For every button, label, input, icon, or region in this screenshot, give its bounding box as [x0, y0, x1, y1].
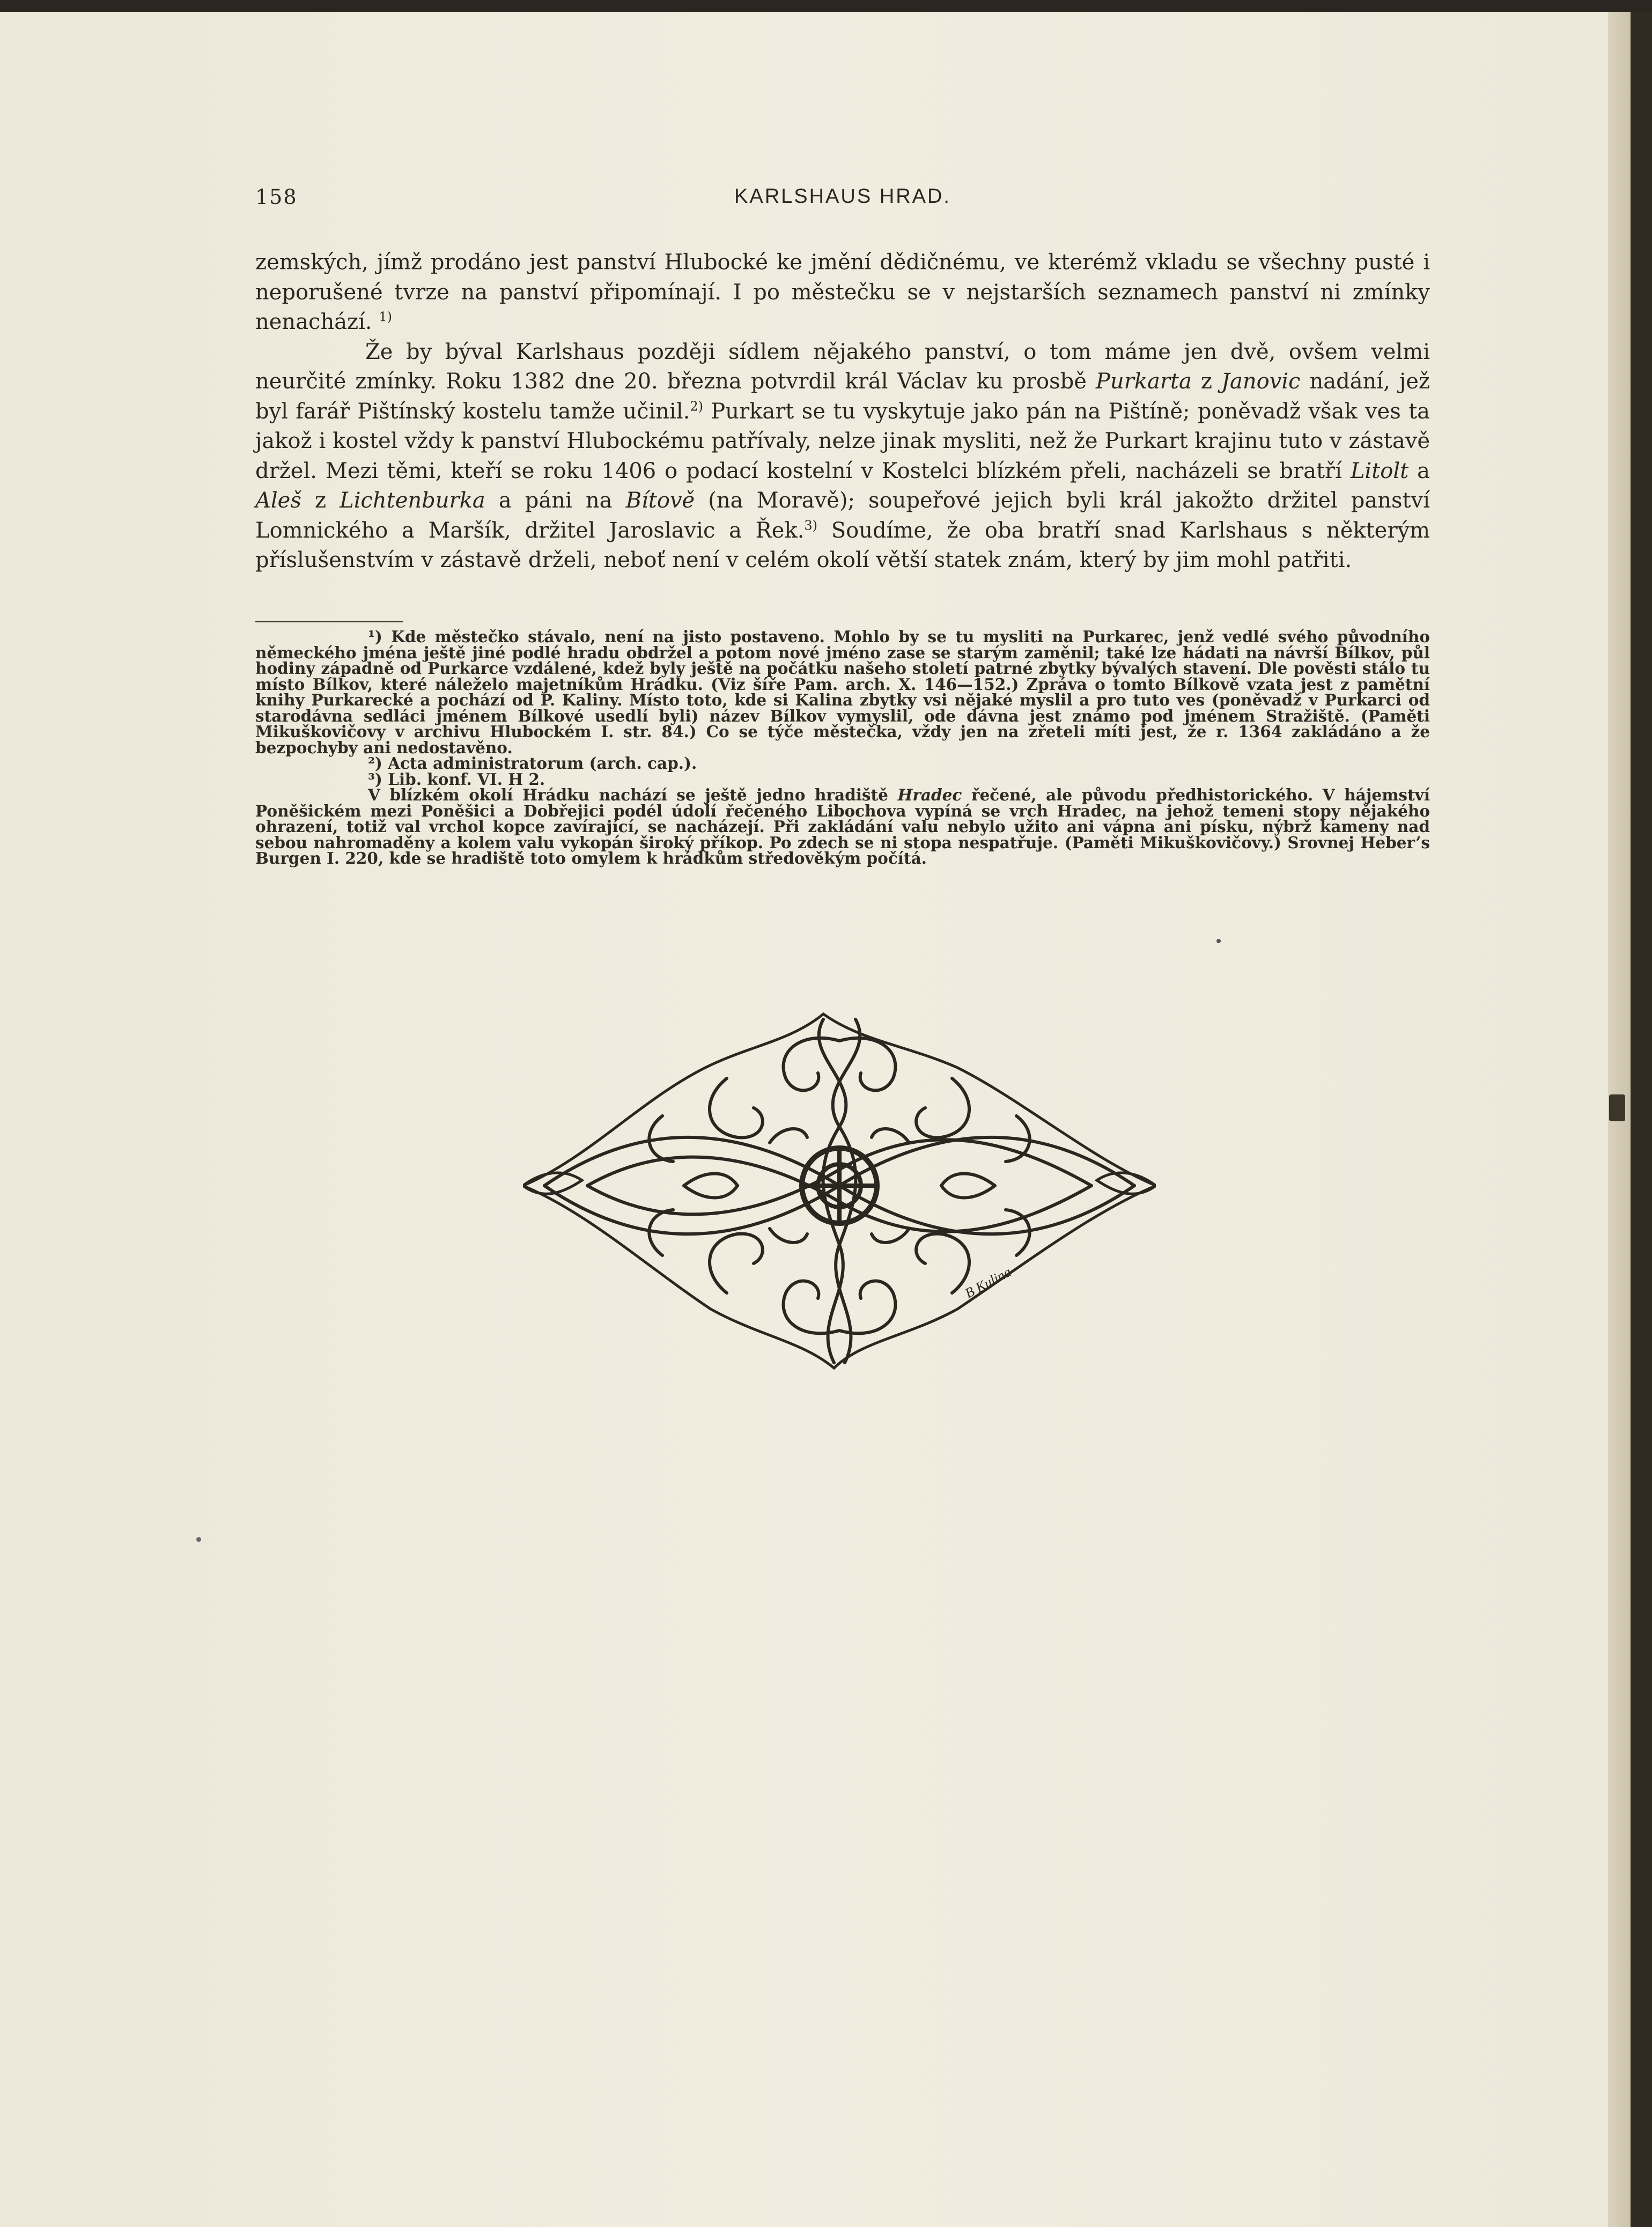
binding-shadow	[1631, 12, 1652, 2227]
name-purkarta: Purkarta	[1095, 369, 1192, 394]
body-text	[255, 248, 1430, 576]
scan-top-border	[0, 0, 1652, 12]
paragraph-text: nadání, jež byl farář Pištínský kostelu tamže učinil.	[255, 369, 1430, 424]
paragraph-2	[255, 337, 1430, 576]
footnote-ref-3: 3)	[804, 518, 818, 533]
ink-speck	[196, 1537, 201, 1542]
paragraph-text: (na Moravě); soupeřové jejich byli král jakožto držitel panství Lomnického a Maršík, držitel Jaroslavic a Řek.	[255, 488, 1430, 543]
edge-mark	[1609, 1094, 1625, 1121]
footnote-rule	[255, 621, 403, 622]
name-litolt: Litolt	[1350, 458, 1409, 483]
footnote-1: ¹) Kde městečko stávalo, není na jisto postaveno. Mohlo by se tu mysliti na Purkarec, jenž vedlé svého původního německého jména ještě jiné podlé hradu obdržel a potom nové jméno zase se starým zaměnil; také lze hádati na návrší Bílkov, půl hodiny západně od Purkarce vzdálené, kdež byly ještě na počátku našeho století patrné zbytky bývalých stavení. Dle pověsti stálo tu místo Bílkov, které náleželo majetníkům Hrádku. (Viz šíře Pam. arch. X. 146—152.) Zpráva o tomto Bílkově vzata jest z pamětní knihy Purkarecké a pochází od P. Kaliny. Místo toto, kde si Kalina zbytky vsi nějaké myslil a pro tuto ves (poněvadž v Purkarci od starodávna sedláci jménem Bílkové usedlí byli) název Bílkov vymyslil, ode dávna jest známo pod jménem Stražiště. (Paměti Mikuškovičovy v archivu Hlubockém I. str. 84.) Co se týče městečka, vždy jen na zřeteli míti jest, že r. 1364 zakládáno a že bezpochyby ani nedostavěno.	[255, 627, 1430, 757]
paragraph-text: Purkart se tu vyskytuje jako pán na Pištíně; poněvadž však ves ta jakož i kostel vždy k panství Hlubockému patřívaly, nelze jinak mysliti, než že Purkart krajinu tuto v zástavě držel. Mezi těmi, kteří se roku 1406 o podací kostelní v Kostelci blízkém přeli, nacházeli se bratří	[255, 399, 1430, 483]
running-title: KARLSHAUS HRAD.	[734, 185, 951, 208]
name-bitove: Bítově	[625, 488, 695, 513]
paragraph-text: z	[1191, 369, 1221, 394]
ink-speck	[1216, 939, 1221, 943]
footnote-2: ²) Acta administratorum (arch. cap.).	[368, 754, 697, 773]
decorative-ornament	[523, 1009, 1156, 1373]
page-number: 158	[255, 185, 298, 209]
page-header	[255, 185, 1430, 217]
footnote-ref-2: 2)	[690, 399, 703, 414]
paragraph-text: a páni na	[485, 488, 626, 513]
footnotes	[255, 629, 1430, 866]
paragraph-text: a	[1408, 458, 1430, 483]
paragraph-1	[255, 248, 1430, 337]
footnote-ref-1: 1)	[379, 309, 392, 325]
paragraph-text: zemských, jímž prodáno jest panství Hlubocké ke jmění dědičnému, ve kterémž vkladu se všechny pusté i neporušené tvrze na panství připomínají. I po městečku se v nejstarších seznamech panství ni zmínky nenachází.	[255, 250, 1430, 334]
name-hradec: Hradec	[897, 785, 962, 804]
footnote-3: ³) Lib. konf. VI. H 2.	[368, 769, 545, 789]
paragraph-text: Že by býval Karlshaus později sídlem nějakého panství, o tom máme jen dvě, ovšem velmi neurčité zmínky. Roku 1382 dne 20. března potvrdil král Václav ku prosbě	[255, 339, 1430, 394]
name-janovic: Janovic	[1221, 369, 1301, 394]
name-lichtenburka: Lichtenburka	[340, 488, 485, 513]
ornament-signature: B Kulina	[962, 1263, 1014, 1302]
footnote-4	[255, 787, 1430, 866]
name-ales: Aleš	[255, 488, 301, 513]
paragraph-text: Soudíme, že oba bratří snad Karlshaus s některým příslušenstvím v zástavě drželi, neboť není v celém okolí větší statek znám, který by jim mohl patřiti.	[255, 518, 1430, 572]
footnote-text: řečené, ale původu předhistorického. V hájemství Poněšickém mezi Poněšici a Dobřejici podél údolí řečeného Libochova vypíná se vrch Hradec, na jehož temeni stopy nějakého ohrazení, totiž val vrchol kopce zavírající, se nacházejí. Při zakládání valu nebylo užito ani vápna ani písku, nýbrž kameny nad sebou nahromaděny a kolem valu vykopán široký příkop. Po zdech se ni stopa nespatřuje. (Paměti Mikuškovičovy.) Srovnej Heber’s Burgen I. 220, kde se hradiště toto omylem k hrádkům středověkým počítá.	[255, 785, 1430, 868]
footnote-text: V blízkém okolí Hrádku nachází se ještě jedno hradiště	[368, 785, 898, 804]
paragraph-text: z	[301, 488, 340, 513]
